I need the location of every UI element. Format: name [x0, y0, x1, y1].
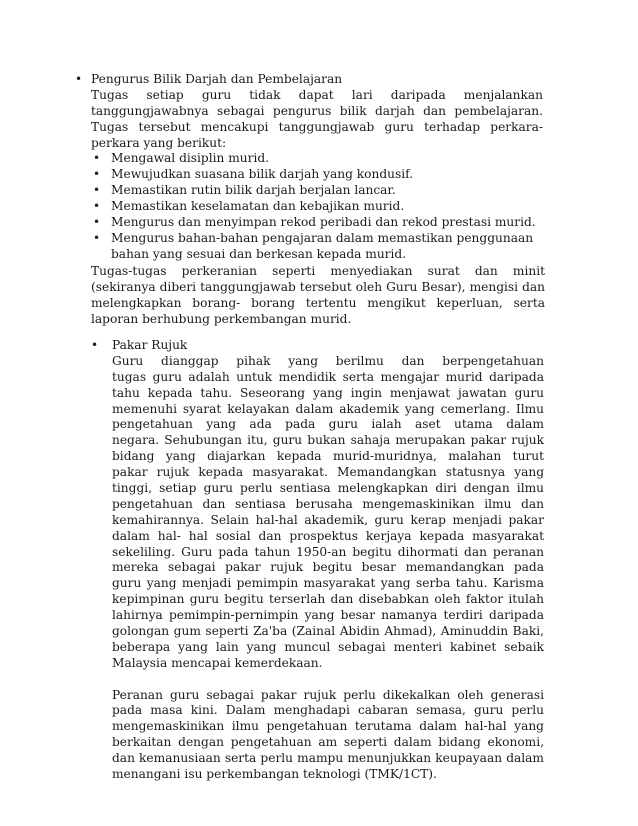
body-line: tahu kepada tahu. Seseorang yang ingin menjawat jawatan guru	[112, 385, 544, 400]
body-line: beberapa yang lain yang muncul sebagai menteri kabinet sebaik	[112, 639, 544, 654]
body-line: Peranan guru sebagai pakar rujuk perlu dikekalkan oleh generasi	[112, 687, 544, 702]
body-line: berkaitan dengan pengetahuan am seperti dalam bidang ekonomi,	[112, 735, 544, 750]
section-heading: Pakar Rujuk	[112, 338, 188, 352]
section-pakar-rujuk	[91, 338, 544, 783]
body-line: Tugas-tugas perkeranian seperti menyediakan surat dan minit	[91, 264, 545, 278]
body-line: mereka sebagai pakar rujuk begitu besar memandangkan pada	[112, 560, 544, 575]
body-line: pada masa kini. Dalam menghadapi cabaran semasa, guru perlu	[112, 703, 544, 718]
body-line: menangani isu perkembangan teknologi (TMK/1CT).	[112, 767, 437, 782]
body-line: laporan berhubung perkembangan murid.	[91, 311, 352, 326]
body-line: sekeliling. Guru pada tahun 1950-an begitu dihormati dan peranan	[112, 544, 544, 559]
body-line: negara. Sehubungan itu, guru bukan sahaja merupakan pakar rujuk	[112, 433, 544, 448]
paragraph-spacer	[112, 672, 544, 688]
body-line: kepimpinan guru begitu terserlah dan disebabkan oleh faktor itulah	[112, 592, 544, 607]
list-item: • Mewujudkan suasana bilik darjah yang kondusif.	[93, 167, 414, 182]
body-line: Tugas setiap guru tidak dapat lari daripada menjalankan	[91, 87, 543, 102]
body-line: golongan gum seperti Za'ba (Zainal Abidin Ahmad), Aminuddin Baki,	[112, 624, 544, 639]
body-line: perkara yang berikut:	[91, 135, 227, 150]
list-item: • Memastikan rutin bilik darjah berjalan lancar.	[93, 183, 396, 198]
list-item: • Mengawal disiplin murid.	[93, 151, 270, 166]
body-line: lahirnya pemimpin-pernimpin yang besar namanya terdiri daripada	[112, 608, 544, 623]
list-item-continuation: bahan yang sesuai dan berkesan kepada murid.	[111, 246, 407, 261]
section-pengurus	[75, 72, 543, 263]
paragraph-perkeranian	[91, 264, 545, 328]
body-line: melengkapkan borang- borang tertentu mengikut keperluan, serta	[91, 295, 545, 310]
body-line: dalam hal- hal sosial dan prospektus kerjaya kepada masyarakat	[112, 528, 544, 543]
bullet-marker: •	[91, 338, 99, 352]
body-line: memenuhi syarat kelayakan dalam akademik yang cemerlang. Ilmu	[112, 401, 544, 416]
section-heading: Pengurus Bilik Darjah dan Pembelajaran	[91, 72, 343, 86]
body-line: Tugas tersebut mencakupi tanggungjawab guru terhadap perkara-	[91, 119, 543, 134]
list-item: • Mengurus dan menyimpan rekod peribadi dan rekod prestasi murid.	[93, 215, 536, 230]
body-line: kemahirannya. Selain hal-hal akademik, guru kerap menjadi pakar	[112, 512, 544, 527]
bullet-marker: •	[75, 72, 83, 86]
body-line: tugas guru adalah untuk mendidik serta mengajar murid daripada	[112, 369, 544, 384]
body-line: bidang yang diajarkan kepada murid-muridnya, malahan turut	[112, 449, 544, 464]
body-line: tinggi, setiap guru perlu sentiasa melengkapkan diri dengan ilmu	[112, 481, 544, 496]
body-line: dan kemanusiaan serta perlu mampu menunjukkan keupayaan dalam	[112, 751, 544, 766]
body-line: Malaysia mencapai kemerdekaan.	[112, 655, 323, 670]
body-line: (sekiranya diberi tanggungjawab tersebut oleh Guru Besar), mengisi dan	[91, 279, 545, 294]
body-line: mengemaskinikan ilmu pengetahuan terutama dalam hal-hal yang	[112, 719, 544, 734]
body-line: Guru dianggap pihak yang berilmu dan berpengetahuan	[112, 353, 544, 368]
body-line: pengetahuan dan sentiasa berusaha mengemaskinikan ilmu dan	[112, 496, 544, 511]
body-line: pengetahuan yang ada pada guru ialah aset utama dalam	[112, 417, 544, 432]
list-item: • Mengurus bahan-bahan pengajaran dalam memastikan penggunaan	[93, 230, 534, 245]
body-line: guru yang menjadi pemimpin masyarakat yang serba tahu. Karisma	[112, 576, 544, 591]
list-item: • Memastikan keselamatan dan kebajikan murid.	[93, 199, 405, 214]
body-line: tanggungjawabnya sebagai pengurus bilik darjah dan pembelajaran.	[91, 103, 543, 118]
body-line: pakar rujuk kepada masyarakat. Memandangkan statusnya yang	[112, 465, 544, 480]
